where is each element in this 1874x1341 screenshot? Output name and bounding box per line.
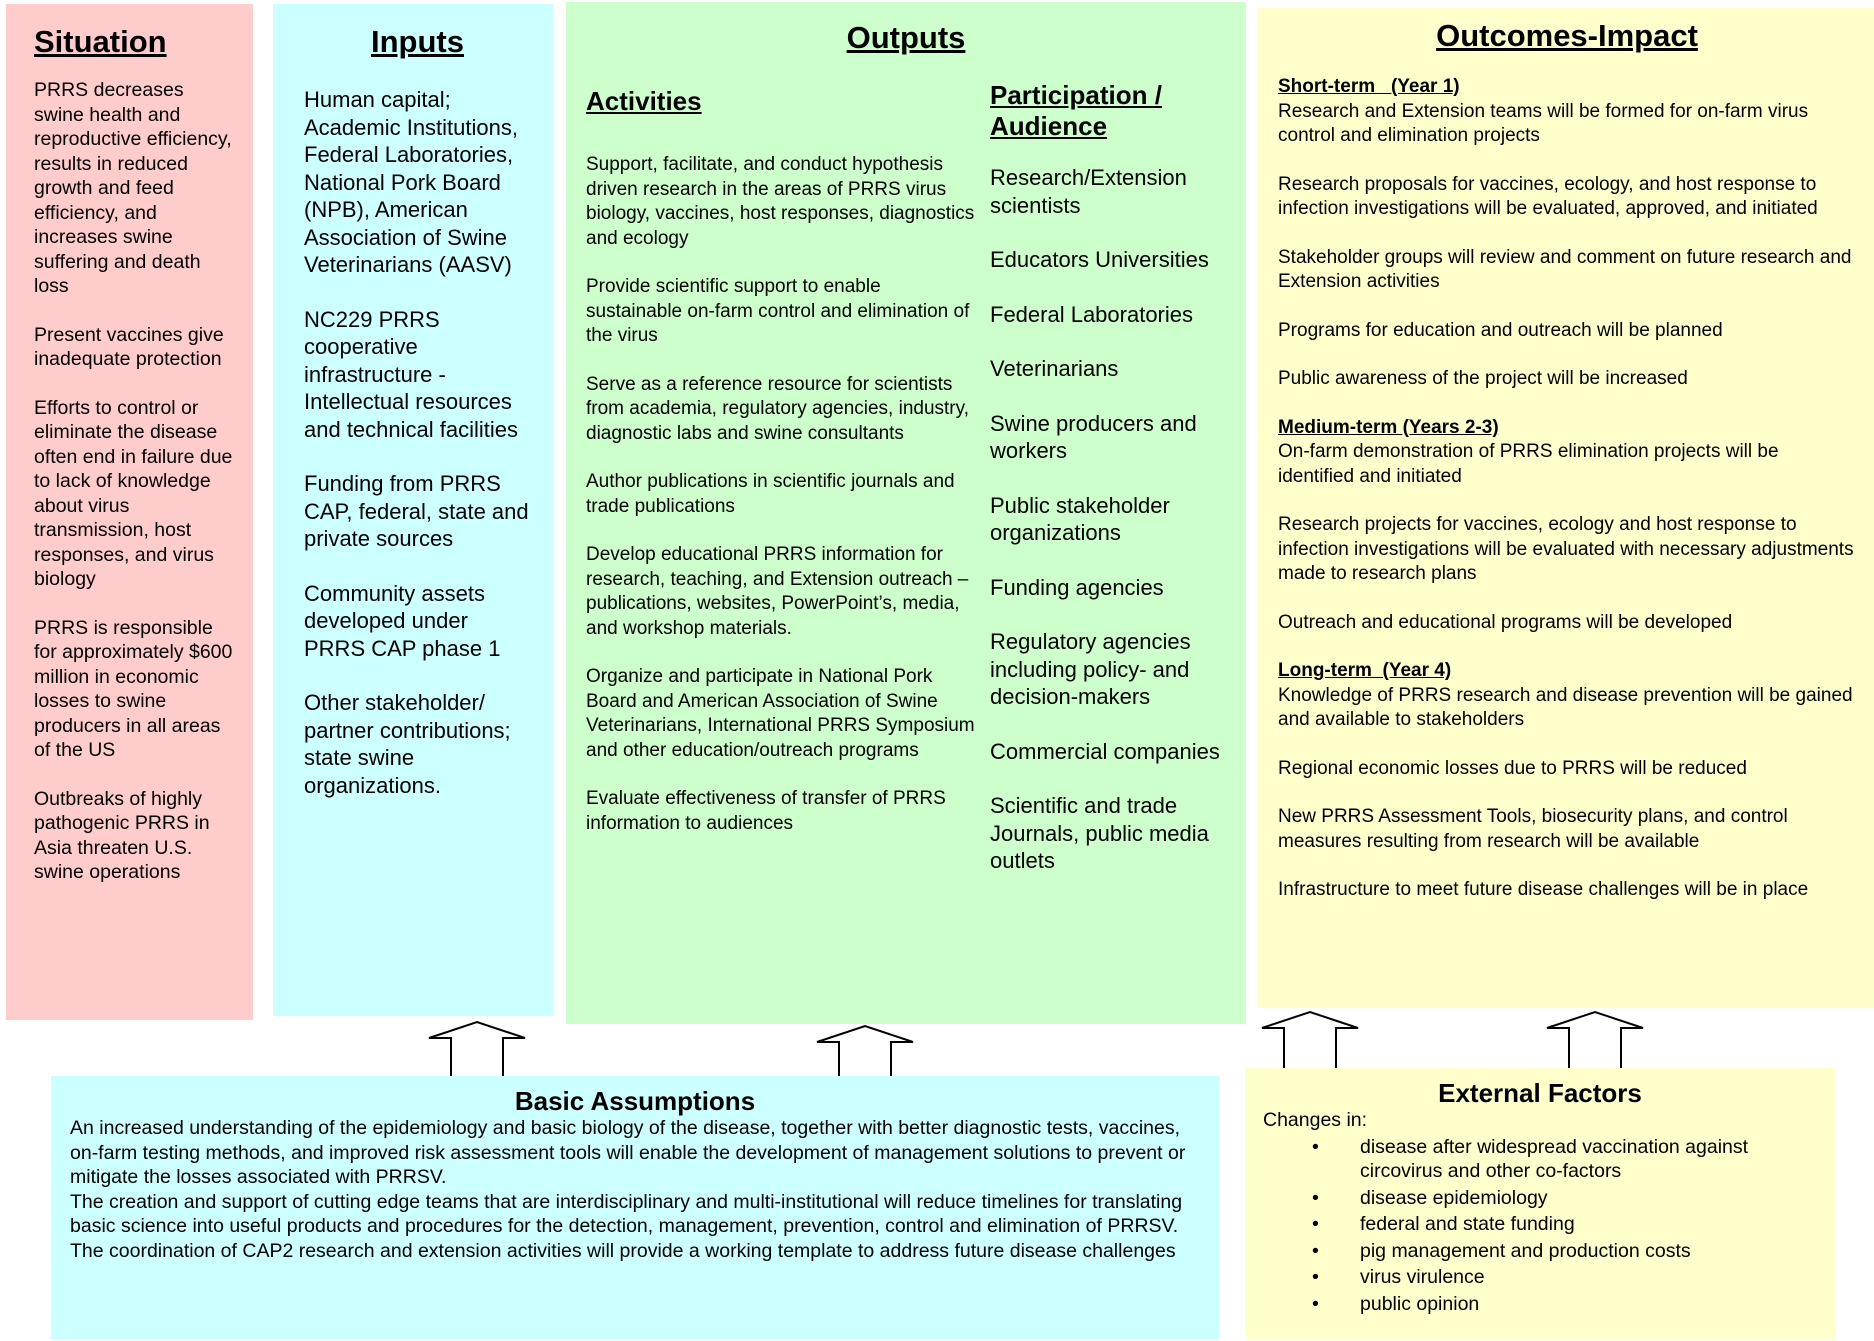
audience-item: Funding agencies	[990, 574, 1164, 600]
audience-item: Swine producers and workers	[990, 410, 1197, 463]
outputs-panel	[566, 2, 1246, 1024]
assumption-item: The creation and support of cutting edge teams that are interdisciplinary and multi-institutional will reduce timelines for translating basic science into useful products and procedures for the detection, management, prevention, control and elimination of PRRSV.	[70, 1190, 1183, 1237]
outputs-title: Outputs	[846, 20, 966, 55]
outcome-item: Programs for education and outreach will be planned	[1278, 319, 1723, 341]
external-factors-panel	[1245, 1068, 1835, 1339]
external-factors-title: External Factors	[1438, 1078, 1642, 1108]
external-intro: Changes in:	[1263, 1109, 1368, 1131]
assumption-item: An increased understanding of the epidemiology and basic biology of the disease, together with better diagnostic tests, vaccines, on-farm testing methods, and improved risk assessment tools will enable the development of management solutions to prevent or mitigate the losses associated with PRRSV.	[70, 1117, 1186, 1188]
outcome-item: New PRRS Assessment Tools, biosecurity plans, and control measures resulting from research will be available	[1278, 806, 1788, 852]
inputs-paragraph: Funding from PRRS CAP, federal, state and private sources	[304, 471, 529, 551]
outcome-item: Regional economic losses due to PRRS will be reduced	[1278, 757, 1747, 779]
external-factor-item: • pig management and production costs	[1312, 1239, 1691, 1262]
down-arrow-icon	[1545, 1010, 1645, 1072]
activity-item: Support, facilitate, and conduct hypothesis driven research in the areas of PRRS virus biology, vaccines, host responses, diagnostics and ecology	[586, 154, 975, 249]
audience-item: Educators Universities	[990, 247, 1209, 272]
situation-title: Situation	[34, 24, 167, 59]
activity-item: Develop educational PRRS information for research, teaching, and Extension outreach – publications, websites, PowerPoint’s, media, and workshop materials.	[586, 544, 969, 639]
audience-item: Scientific and trade Journals, public media outlets	[990, 793, 1209, 873]
assumption-item: The coordination of CAP2 research and extension activities will provide a working template to address future disease challenges	[70, 1239, 1176, 1262]
outcomes-panel	[1258, 8, 1874, 1008]
external-factor-item: • federal and state funding	[1312, 1213, 1575, 1235]
outcome-item: Public awareness of the project will be increased	[1278, 368, 1688, 389]
situation-paragraph: PRRS decreases swine health and reproductive efficiency, results in reduced growth and feed efficiency, and increases swine suffering and death loss	[34, 79, 232, 297]
short-term-heading: Short-term (Year 1)	[1278, 76, 1460, 97]
outcome-item: Research proposals for vaccines, ecology, and host response to infection investigations will be evaluated, approved, and initiated	[1278, 173, 1818, 219]
outcome-item: Research projects for vaccines, ecology and host response to infection investigations will be evaluated with necessary adjustments made to research plans	[1278, 514, 1854, 584]
inputs-title: Inputs	[371, 24, 464, 59]
outcome-item: Research and Extension teams will be formed for on-farm virus control and elimination projects	[1278, 100, 1809, 146]
external-factors-list	[1263, 1135, 1817, 1317]
activity-item: Provide scientific support to enable sustainable on-farm control and elimination of the virus	[586, 276, 970, 346]
audience-item: Veterinarians	[990, 356, 1119, 381]
medium-term-heading: Medium-term (Years 2-3)	[1278, 416, 1499, 438]
external-factor-item: • virus virulence	[1312, 1266, 1485, 1288]
external-factor-item: • disease epidemiology	[1312, 1186, 1548, 1209]
outcome-item: On-farm demonstration of PRRS elimination projects will be identified and initiated	[1278, 441, 1779, 487]
outcomes-title: Outcomes-Impact	[1436, 18, 1698, 53]
audience-item: Regulatory agencies including policy- and decision-makers	[990, 629, 1191, 709]
activities-title: Activities	[586, 86, 702, 116]
activities-section	[586, 86, 978, 836]
up-arrow-icon	[427, 1020, 527, 1082]
inputs-paragraph: NC229 PRRS cooperative infrastructure - Intellectual resources and technical facilities	[304, 306, 519, 442]
external-factor-item: • public opinion	[1312, 1292, 1480, 1315]
outcome-item: Infrastructure to meet future disease challenges will be in place	[1278, 879, 1809, 900]
audience-item: Commercial companies	[990, 738, 1220, 764]
assumptions-panel	[51, 1076, 1219, 1339]
external-factor-item: • disease after widespread vaccination against circovirus and other co-factors	[1312, 1135, 1749, 1182]
inputs-paragraph: Other stakeholder/ partner contributions; state swine organizations.	[304, 690, 511, 798]
activity-item: Author publications in scientific journals and trade publications	[586, 471, 955, 517]
long-term-heading: Long-term (Year 4)	[1278, 660, 1452, 681]
up-arrow-icon	[815, 1024, 915, 1082]
participation-section	[990, 80, 1235, 875]
situation-panel	[6, 4, 253, 1020]
outcome-item: Outreach and educational programs will be developed	[1278, 611, 1733, 633]
activity-item: Evaluate effectiveness of transfer of PRRS information to audiences	[586, 788, 946, 834]
inputs-paragraph: Community assets developed under PRRS CAP phase 1	[304, 580, 501, 661]
situation-paragraph: PRRS is responsible for approximately $600 million in economic losses to swine producers in all areas of the US	[34, 616, 233, 761]
activity-item: Organize and participate in National Pork Board and American Association of Swine Veterinarians, International PRRS Symposium and other education/outreach programs	[586, 666, 975, 761]
situation-paragraph: Present vaccines give inadequate protection	[34, 323, 224, 370]
situation-paragraph: Outbreaks of highly pathogenic PRRS in Asia threaten U.S. swine operations	[34, 787, 210, 883]
activity-item: Serve as a reference resource for scientists from academia, regulatory agencies, industry, diagnostic labs and swine consultants	[586, 373, 969, 444]
outcome-item: Knowledge of PRRS research and disease prevention will be gained and available to stakeholders	[1278, 684, 1853, 730]
inputs-panel	[273, 4, 553, 1016]
assumptions-title: Basic Assumptions	[514, 1086, 756, 1116]
situation-paragraph: Efforts to control or eliminate the disease often end in failure due to lack of knowledge about virus transmission, host responses, and virus biology	[34, 396, 233, 590]
participation-title: Participation / Audience	[990, 80, 1162, 141]
audience-item: Federal Laboratories	[990, 301, 1194, 327]
down-arrow-icon	[1260, 1010, 1360, 1072]
audience-item: Research/Extension scientists	[990, 165, 1187, 218]
outcome-item: Stakeholder groups will review and comment on future research and Extension activities	[1278, 246, 1852, 292]
inputs-paragraph: Human capital; Academic Institutions, Federal Laboratories, National Pork Board (NPB), American Association of Swine Veterinarians (AASV)	[304, 87, 518, 277]
audience-item: Public stakeholder organizations	[990, 492, 1170, 545]
